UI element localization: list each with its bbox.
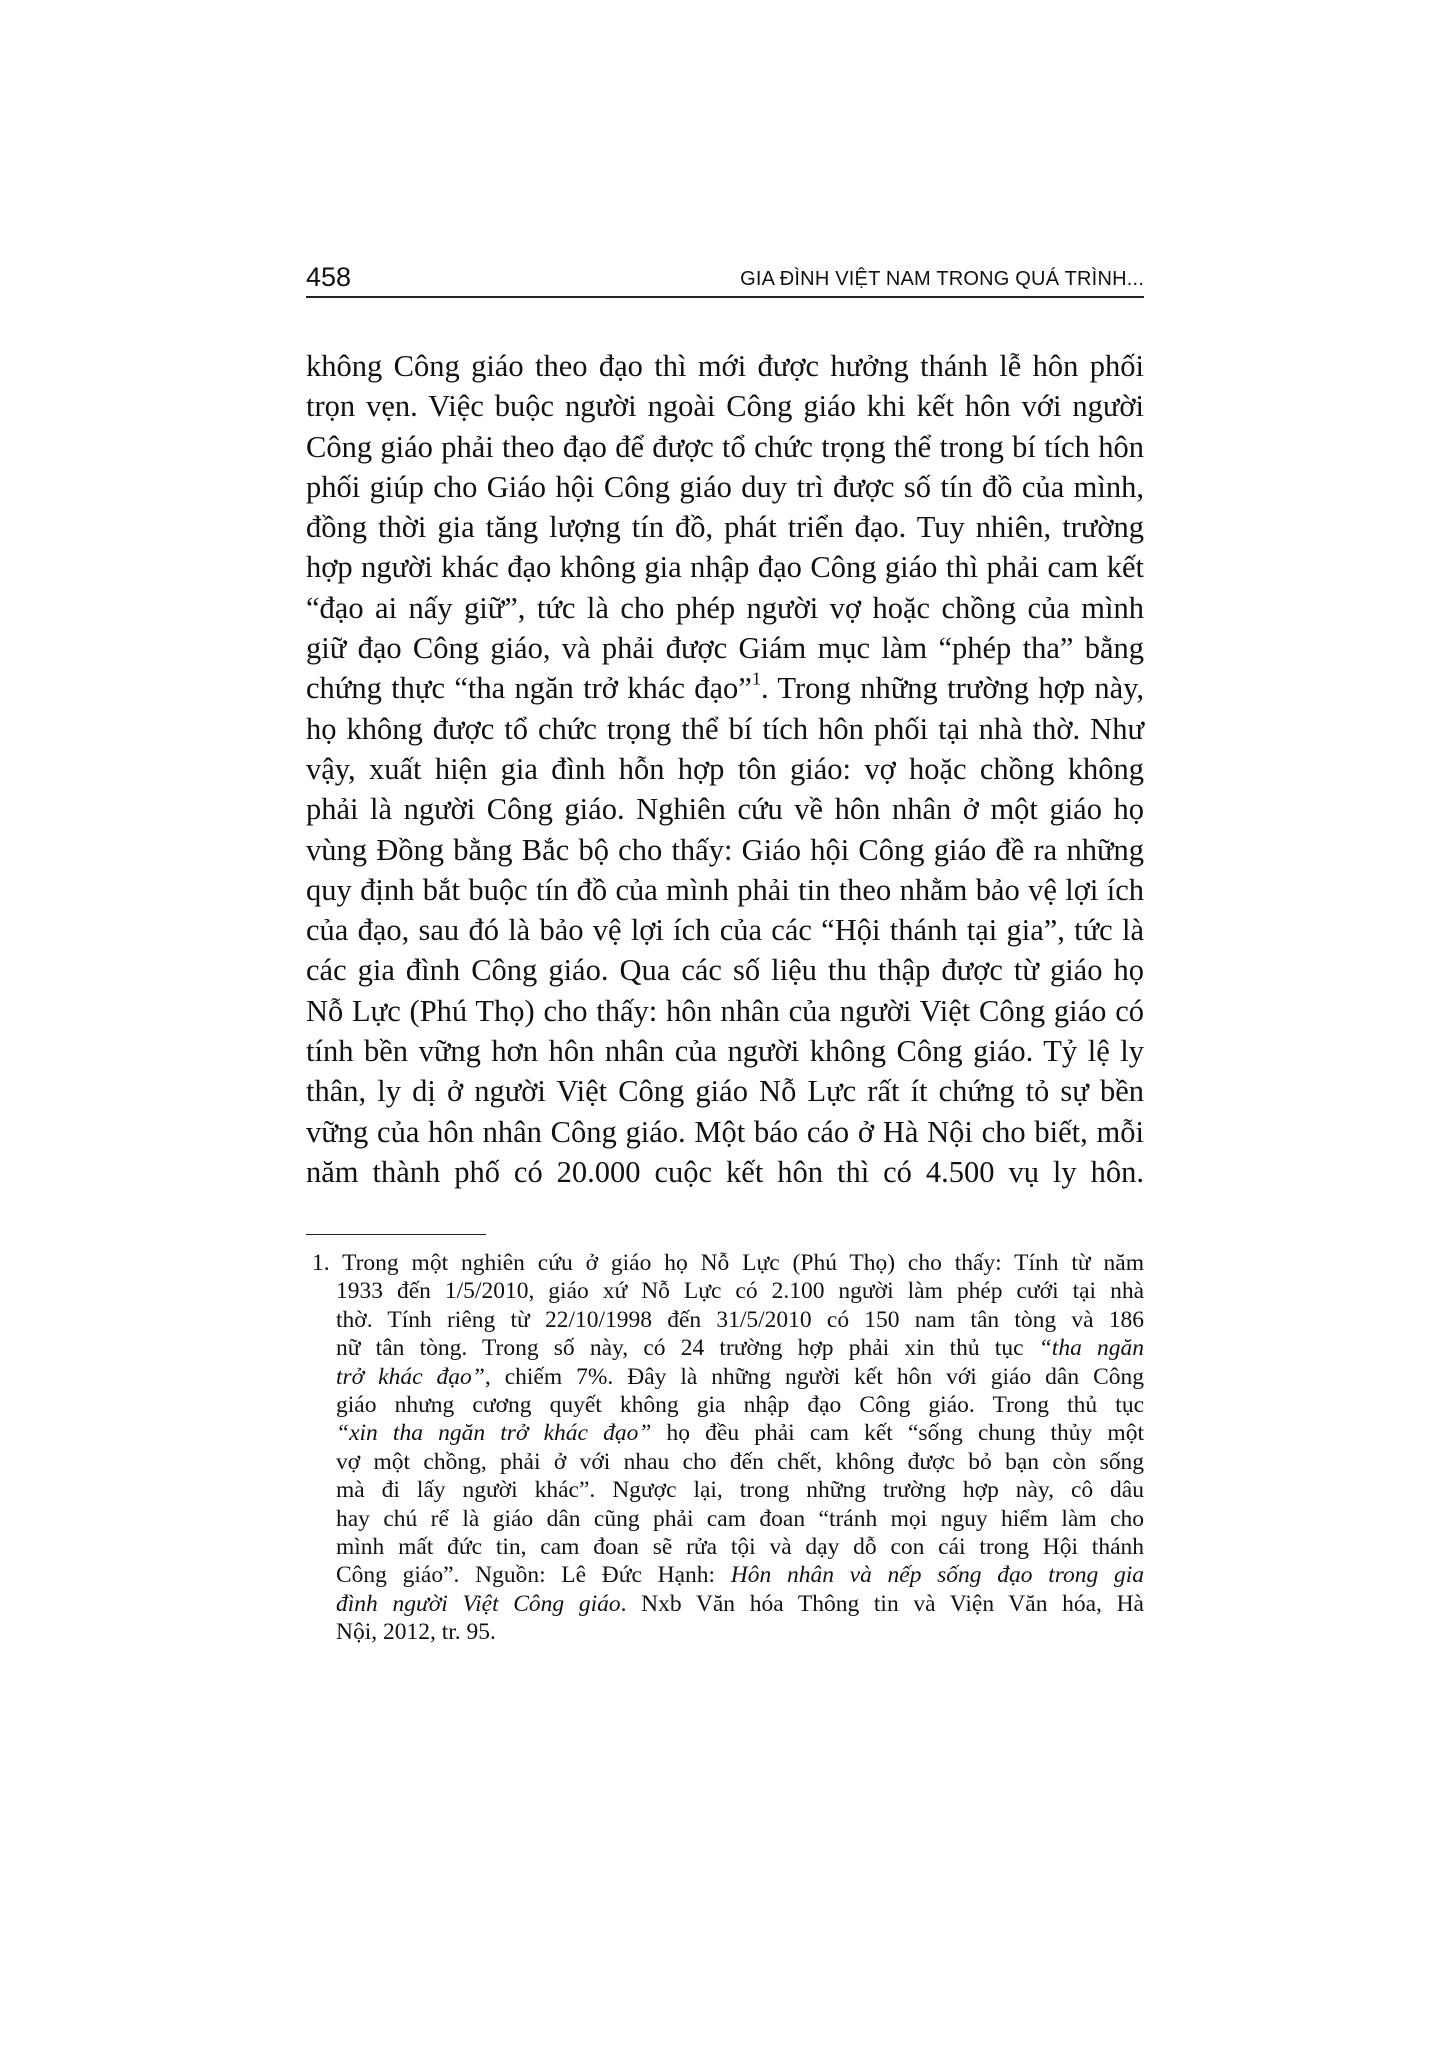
body-line: không Công giáo theo đạo thì mới được hưởng thánh lễ hôn phối [306, 349, 1144, 383]
body-line-with-footnote-ref [306, 668, 1144, 708]
footnote-italic-text: trở khác đạo” [336, 1363, 485, 1390]
body-line: vững của hôn nhân Công giáo. Một báo cáo ở Hà Nội cho biết, mỗi [306, 1114, 1144, 1149]
body-line: hợp người khác đạo không gia nhập đạo Công giáo thì phải cam kết [306, 550, 1144, 585]
body-line: quy định bắt buộc tín đồ của mình phải tin theo nhằm bảo vệ lợi ích [306, 872, 1144, 907]
body-line: Nỗ Lực (Phú Thọ) cho thấy: hôn nhân của người Việt Công giáo có [306, 993, 1144, 1028]
body-line: của đạo, sau đó là bảo vệ lợi ích của các “Hội thánh tại gia”, tức là [306, 913, 1144, 948]
body-line: thân, ly dị ở người Việt Công giáo Nỗ Lực rất ít chứng tỏ sự bền [306, 1074, 1144, 1109]
footnote-number: 1. [312, 1250, 330, 1276]
body-line-part: chứng thực “tha ngăn trở khác đạo” [306, 671, 752, 706]
footnote-line: hay chú rể là giáo dân cũng phải cam đoan “tránh mọi nguy hiểm làm cho [336, 1505, 1144, 1532]
footnote-line [306, 1363, 1144, 1391]
footnote-line [306, 1334, 1144, 1362]
body-line: vậy, xuất hiện gia đình hỗn hợp tôn giáo: vợ hoặc chồng không [306, 751, 1144, 786]
body-line: vùng Đồng bằng Bắc bộ cho thấy: Giáo hội Công giáo đề ra những [306, 832, 1144, 867]
footnote-line: mình mất đức tin, cam đoan sẽ rửa tội và dạy dỗ con cái trong Hội thánh [336, 1533, 1144, 1560]
footnote-text: Công giáo”. Nguồn: Lê Đức Hạnh: [336, 1562, 731, 1589]
body-line: các gia đình Công giáo. Qua các số liệu thu thập được từ giáo họ [306, 953, 1144, 988]
running-title: GIA ĐÌNH VIỆT NAM TRONG QUÁ TRÌNH... [740, 268, 1144, 290]
footnote-text: , chiếm 7%. Đây là những người kết hôn với giáo dân Công [484, 1363, 1144, 1390]
footnote-italic-text: Hôn nhân và nếp sống đạo trong gia [730, 1562, 1144, 1589]
body-line: đồng thời gia tăng lượng tín đồ, phát triển đạo. Tuy nhiên, trường [306, 510, 1144, 545]
body-paragraph [306, 346, 1144, 1192]
footnote-line: mà đi lấy người khác”. Ngược lại, trong những trường hợp này, cô dâu [336, 1477, 1144, 1504]
footnote-text: . Nxb Văn hóa Thông tin và Viện Văn hóa, Hà [620, 1590, 1144, 1617]
page-number: 458 [306, 262, 352, 292]
footnote-line: thờ. Tính riêng từ 22/10/1998 đến 31/5/2010 có 150 nam tân tòng và 186 [336, 1306, 1144, 1333]
footnote-italic-text: đình người Việt Công giáo [336, 1590, 621, 1617]
body-line: tính bền vững hơn hôn nhân của người không Công giáo. Tỷ lệ ly [306, 1034, 1144, 1069]
body-line: phối giúp cho Giáo hội Công giáo duy trì được số tín đồ của mình, [306, 469, 1144, 504]
footnote-line: Nội, 2012, tr. 95. [336, 1619, 496, 1646]
footnote-line [306, 1249, 1144, 1277]
body-line: trọn vẹn. Việc buộc người ngoài Công giáo khi kết hôn với người [306, 389, 1144, 424]
body-line: Công giáo phải theo đạo để được tổ chức trọng thể trong bí tích hôn [306, 429, 1144, 464]
body-line: họ không được tổ chức trọng thể bí tích hôn phối tại nhà thờ. Như [306, 711, 1144, 746]
footnote [306, 1249, 1144, 1646]
footnote-line: vợ một chồng, phải ở với nhau cho đến chết, không được bỏ bạn còn sống [336, 1448, 1144, 1475]
footnote-line: giáo nhưng cương quyết không gia nhập đạo Công giáo. Trong thủ tục [336, 1391, 1144, 1418]
footnote-line [306, 1419, 1144, 1447]
footnote-text: họ đều phải cam kết “sống chung thủy một [651, 1420, 1144, 1447]
footnote-line [306, 1590, 1144, 1618]
footnote-text: Trong một nghiên cứu ở giáo họ Nỗ Lực (Phú Thọ) cho thấy: Tính từ năm [342, 1250, 1144, 1276]
footnote-text: nữ tân tòng. Trong số này, có 24 trường hợp phải xin thủ tục [336, 1335, 1024, 1362]
body-line: giữ đạo Công giáo, và phải được Giám mục làm “phép tha” bằng [306, 631, 1144, 666]
body-line: năm thành phố có 20.000 cuộc kết hôn thì có 4.500 vụ ly hôn. [306, 1154, 1144, 1189]
footnote-separator [306, 1234, 486, 1235]
footnote-reference: 1 [751, 668, 761, 689]
running-header [306, 262, 1144, 298]
body-line: “đạo ai nấy giữ”, tức là cho phép người vợ hoặc chồng của mình [306, 590, 1144, 625]
footnote-italic-text: “xin tha ngăn trở khác đạo” [336, 1420, 652, 1447]
body-line: phải là người Công giáo. Nghiên cứu về hôn nhân ở một giáo họ [306, 792, 1144, 827]
body-line-part: . Trong những trường hợp này, [760, 671, 1145, 706]
footnote-italic-text: “tha ngăn [1038, 1335, 1145, 1362]
footnote-line: 1933 đến 1/5/2010, giáo xứ Nỗ Lực có 2.100 người làm phép cưới tại nhà [336, 1278, 1144, 1305]
footnote-line [306, 1561, 1144, 1589]
